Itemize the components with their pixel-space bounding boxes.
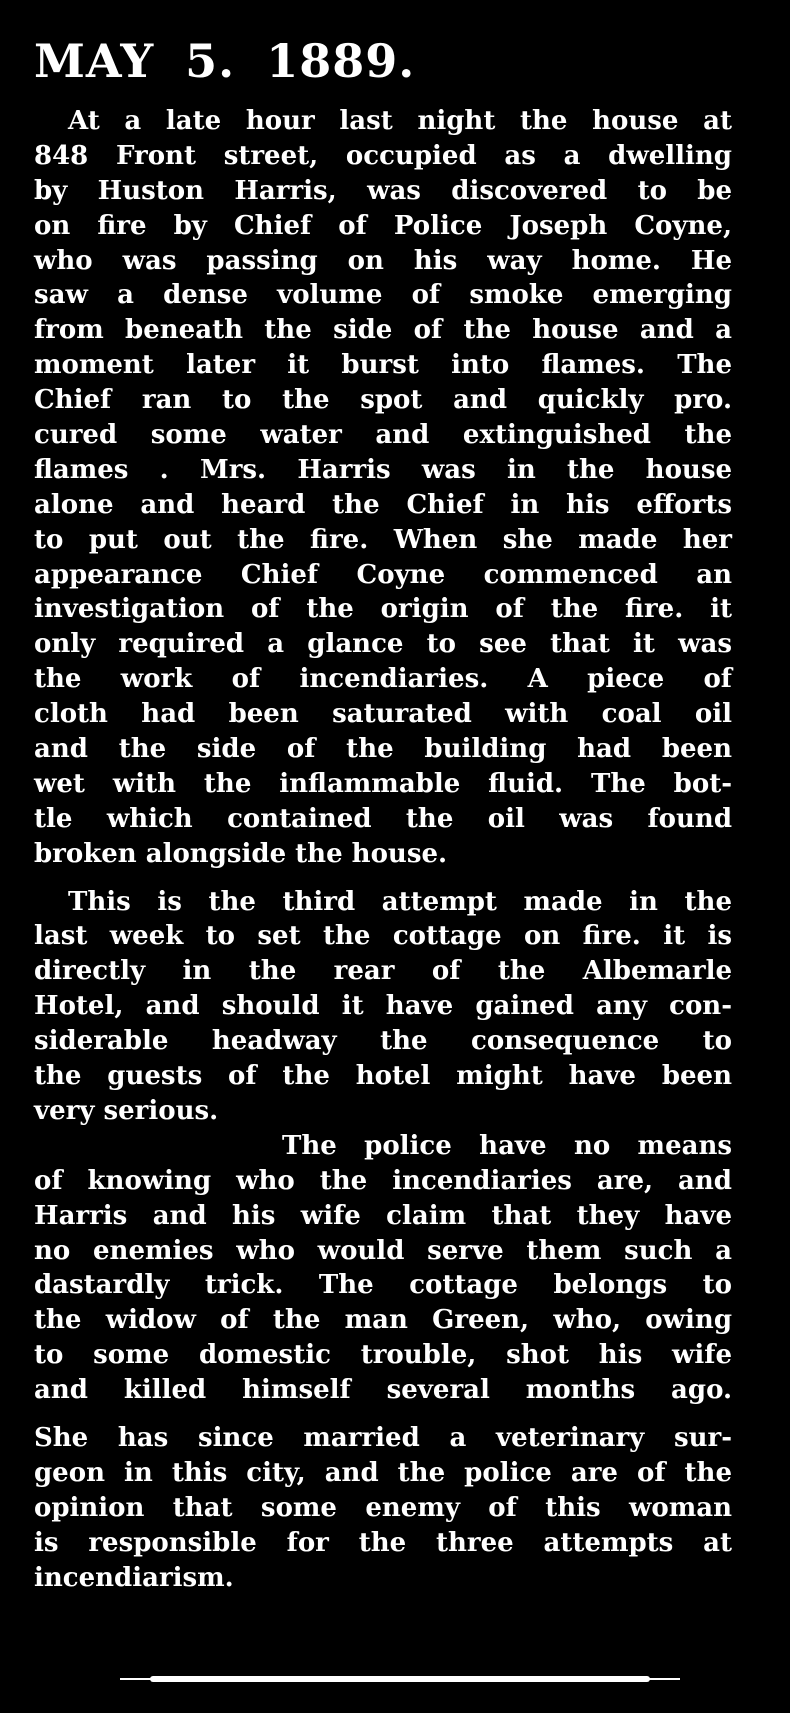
paragraph-gap [34, 872, 732, 885]
article-paragraph-4 [34, 1421, 732, 1595]
text-line: Harris and his wife claim that they have [34, 1200, 732, 1231]
paragraph-gap [34, 1408, 732, 1421]
text-line: Hotel, and should it have gained any con- [34, 991, 732, 1022]
article-paragraph-2 [34, 885, 732, 1129]
text-line: the guests of the hotel might have been [34, 1061, 732, 1092]
text-line: is responsible for the three attempts at [34, 1527, 732, 1558]
text-line: last week to set the cottage on fire. it is [34, 921, 732, 952]
text-line: very serious. [34, 1095, 219, 1126]
closing-rule-divider [150, 1676, 650, 1682]
text-line: alone and heard the Chief in his efforts [34, 489, 732, 520]
text-line: no enemies who would serve them such a [34, 1235, 732, 1266]
text-line: At a late hour last night the house at [68, 106, 732, 136]
text-line: appearance Chief Coyne commenced an [34, 559, 732, 590]
text-line: tle which contained the oil was found [34, 803, 732, 834]
text-line: of knowing who the incendiaries are, and [34, 1165, 732, 1196]
text-line: and killed himself several months ago. [34, 1375, 732, 1406]
text-line: who was passing on his way home. He [34, 245, 732, 276]
text-line: opinion that some enemy of this woman [34, 1492, 732, 1523]
text-line: cured some water and extinguished the [34, 420, 732, 451]
text-line: by Huston Harris, was discovered to be [34, 175, 732, 206]
text-line: flames . Mrs. Harris was in the house [34, 454, 732, 485]
dateline-heading: MAY 5. 1889. [34, 34, 416, 88]
text-line: Chief ran to the spot and quickly pro. [34, 385, 732, 416]
text-line: wet with the inflammable fluid. The bot- [34, 768, 732, 799]
text-line: on fire by Chief of Police Joseph Coyne, [34, 210, 732, 241]
text-line: broken alongside the house. [34, 838, 448, 869]
text-line: She has since married a veterinary sur- [34, 1422, 732, 1453]
text-line: cloth had been saturated with coal oil [34, 699, 732, 730]
text-line: and the side of the building had been [34, 734, 732, 765]
text-line: saw a dense volume of smoke emerging [34, 280, 732, 311]
text-line: to put out the fire. When she made her [34, 524, 732, 555]
text-line: from beneath the side of the house and a [34, 315, 732, 346]
text-line: the widow of the man Green, who, owing [34, 1305, 732, 1336]
text-line: 848 Front street, occupied as a dwelling [34, 140, 732, 171]
text-line: This is the third attempt made in the [68, 886, 732, 917]
text-line: incendiarism. [34, 1562, 234, 1593]
text-line: the work of incendiaries. A piece of [34, 664, 732, 695]
text-line: moment later it burst into flames. The [34, 350, 732, 381]
text-line: only required a glance to see that it was [34, 629, 732, 660]
text-line: to some domestic trouble, shot his wife [34, 1340, 732, 1371]
article-paragraph-1 [34, 104, 732, 872]
article-paragraph-3 [34, 1129, 732, 1408]
text-line: geon in this city, and the police are of the [34, 1457, 732, 1488]
text-line: The police have no means [282, 1130, 732, 1161]
text-line: investigation of the origin of the fire. it [34, 594, 732, 625]
text-line: siderable headway the consequence to [34, 1026, 732, 1057]
text-line: dastardly trick. The cottage belongs to [34, 1270, 732, 1301]
text-line: directly in the rear of the Albemarle [34, 956, 732, 987]
